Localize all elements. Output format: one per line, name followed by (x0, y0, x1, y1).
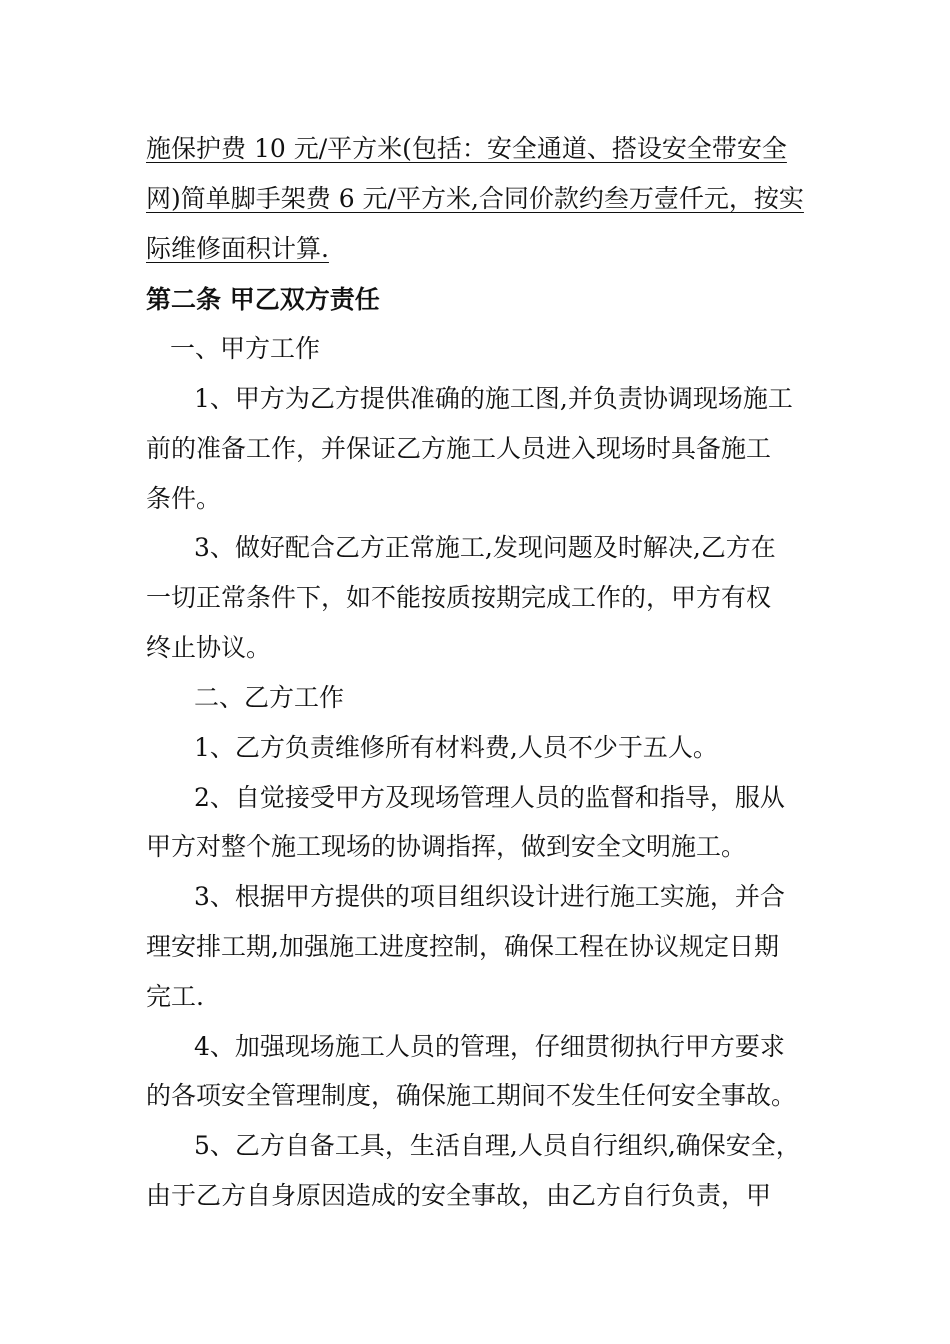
section-b-item2-line-2: 甲方对整个施工现场的协调指挥，做到安全文明施工。 (146, 832, 747, 861)
section-b-item3-line-3: 完工. (146, 982, 204, 1011)
article-title: 第二条 甲乙双方责任 (146, 285, 380, 314)
section-b-heading: 二、乙方工作 (194, 683, 345, 712)
section-b-item5-line-2: 由于乙方自身原因造成的安全事故，由乙方自行负责，甲 (146, 1181, 772, 1210)
section-b-item4-line-2: 的各项安全管理制度，确保施工期间不发生任何安全事故。 (146, 1081, 797, 1110)
section-b-item5-line-1: 5、乙方自备工具，生活自理,人员自行组织,确保安全， (194, 1131, 801, 1160)
section-a-item3-line-3: 终止协议。 (146, 633, 272, 662)
section-b-item2-line-1: 2、自觉接受甲方及现场管理人员的监督和指导，服从 (194, 783, 785, 812)
section-a-item3-line-1: 3、做好配合乙方正常施工,发现问题及时解决,乙方在 (194, 533, 776, 562)
intro-line-2: 网)简单脚手架费 6 元/平方米,合同价款约叁万壹仟元，按实 (146, 184, 804, 213)
section-a-item1-line-3: 条件。 (146, 484, 222, 513)
intro-line-1: 施保护费 10 元/平方米(包括：安全通道、搭设安全带安全 (146, 134, 787, 163)
section-a-item3-line-2: 一切正常条件下，如不能按质按期完成工作的，甲方有权 (146, 583, 772, 612)
section-b-item4-line-1: 4、加强现场施工人员的管理，仔细贯彻执行甲方要求 (194, 1032, 785, 1061)
section-a-item1-line-1: 1、甲方为乙方提供准确的施工图,并负责协调现场施工 (194, 384, 793, 413)
section-a-heading: 一、甲方工作 (170, 334, 321, 363)
intro-line-3: 际维修面积计算. (146, 234, 329, 263)
section-b-item3-line-2: 理安排工期,加强施工进度控制，确保工程在协议规定日期 (146, 932, 779, 961)
section-b-item3-line-1: 3、根据甲方提供的项目组织设计进行施工实施，并合 (194, 882, 785, 911)
section-b-item1-line-1: 1、乙方负责维修所有材料费,人员不少于五人。 (194, 733, 718, 762)
section-a-item1-line-2: 前的准备工作，并保证乙方施工人员进入现场时具备施工 (146, 434, 772, 463)
